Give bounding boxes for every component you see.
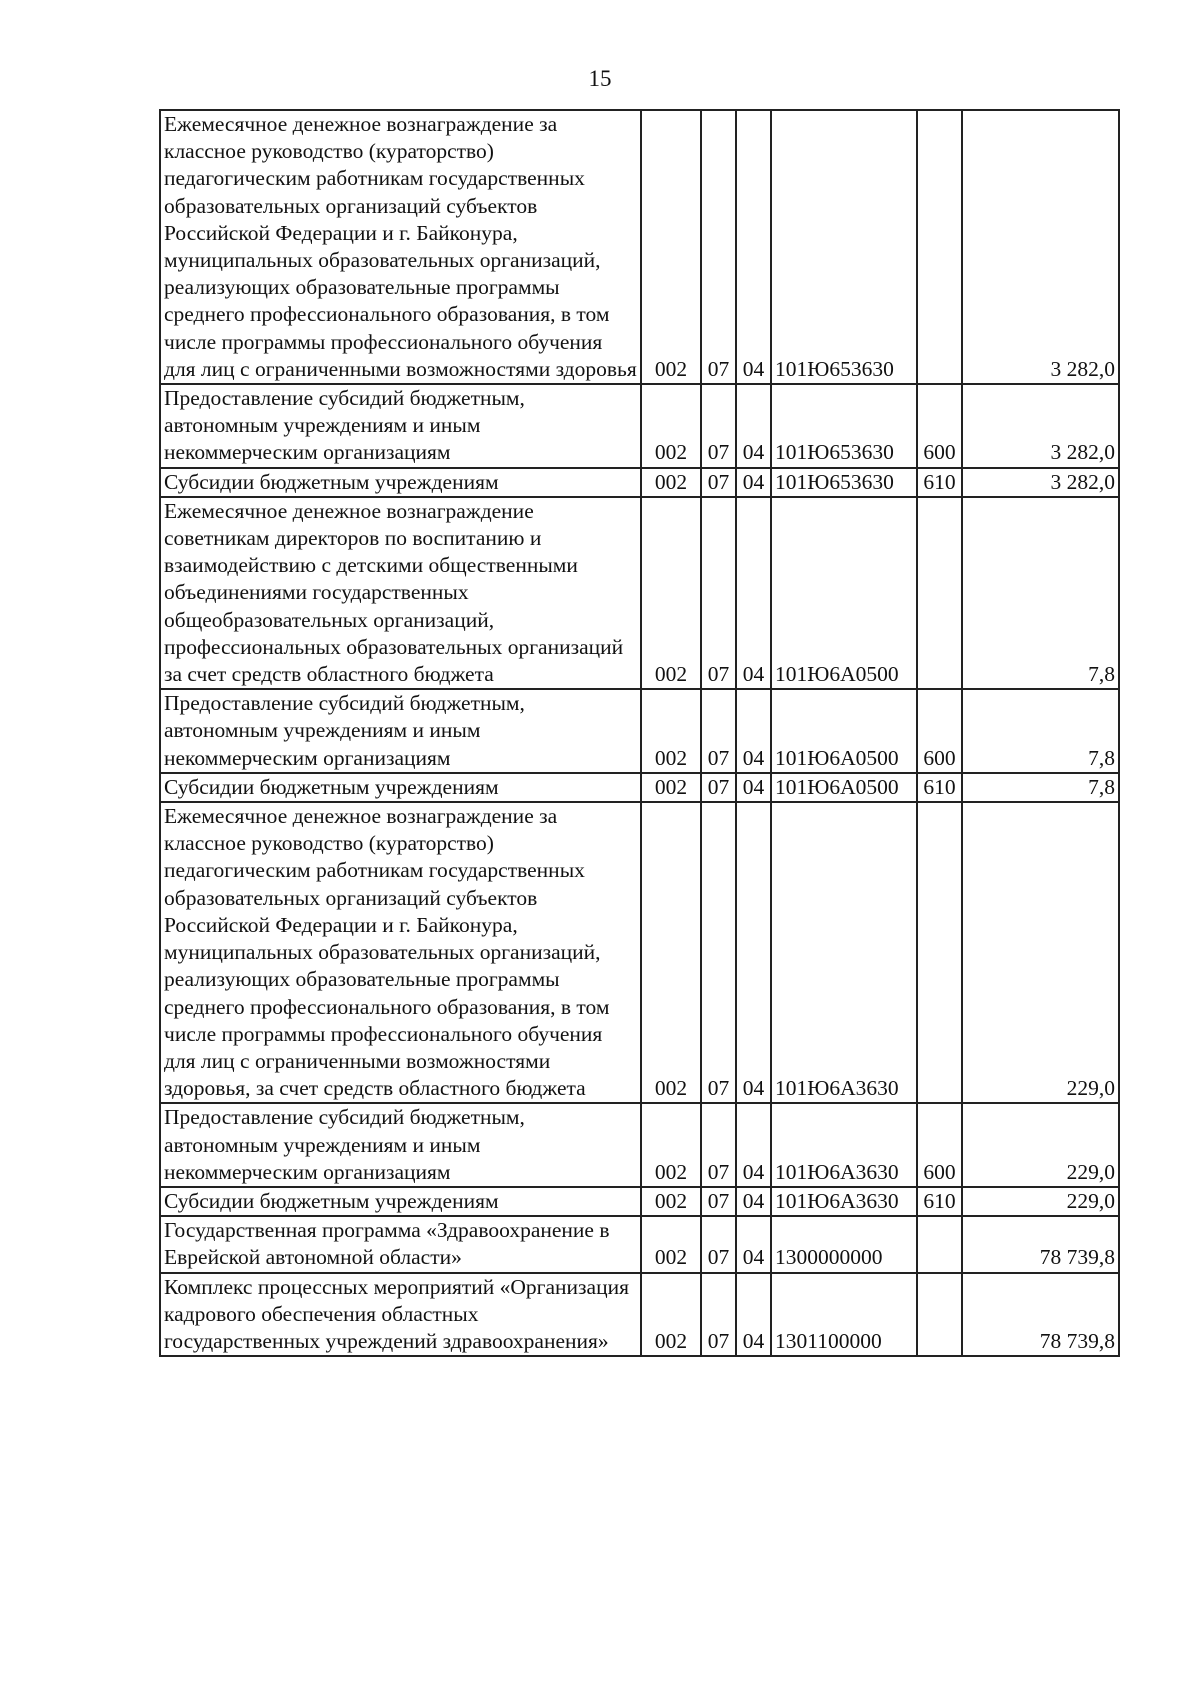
section-code: 07 [701,689,736,773]
target-article-code: 101Ю6А3630 [771,1187,917,1216]
subsection-code: 04 [736,1187,771,1216]
target-article-code: 101Ю6А0500 [771,497,917,689]
section-code: 07 [701,110,736,384]
section-code: 07 [701,1103,736,1187]
grbs-code: 002 [641,110,701,384]
amount: 3 282,0 [962,384,1119,468]
subsection-code: 04 [736,1103,771,1187]
expense-type-code [917,1273,962,1357]
table-row [160,110,1119,384]
table-row [160,384,1119,468]
grbs-code: 002 [641,689,701,773]
grbs-code: 002 [641,497,701,689]
table-row [160,1273,1119,1357]
amount: 78 739,8 [962,1273,1119,1357]
target-article-code: 101Ю6А3630 [771,802,917,1103]
expense-type-code [917,1216,962,1272]
table-row [160,1187,1119,1216]
amount: 7,8 [962,773,1119,802]
table-row [160,773,1119,802]
subsection-code: 04 [736,110,771,384]
expense-type-code: 610 [917,1187,962,1216]
section-code: 07 [701,497,736,689]
target-article-code: 101Ю653630 [771,468,917,497]
subsection-code: 04 [736,802,771,1103]
row-name: Ежемесячное денежное вознаграждение за классное руководство (кураторство) педагогическим работникам государственных образовательных организаций субъектов Российской Федерации и г. Байконура, муниципальных образовательных организаций, реализующих образовательные программы среднего профессионального образования, в том числе программы профессионального обучения для лиц с ограниченными возможностями здоровья, за счет средств областного бюджета [160,802,641,1103]
section-code: 07 [701,1273,736,1357]
table-row [160,497,1119,689]
subsection-code: 04 [736,1273,771,1357]
amount: 78 739,8 [962,1216,1119,1272]
row-name: Предоставление субсидий бюджетным, автономным учреждениям и иным некоммерческим организациям [160,1103,641,1187]
expense-type-code [917,802,962,1103]
expense-type-code: 600 [917,384,962,468]
row-name: Субсидии бюджетным учреждениям [160,773,641,802]
subsection-code: 04 [736,384,771,468]
section-code: 07 [701,1216,736,1272]
expense-type-code: 600 [917,689,962,773]
subsection-code: 04 [736,497,771,689]
target-article-code: 101Ю6А0500 [771,689,917,773]
grbs-code: 002 [641,773,701,802]
section-code: 07 [701,384,736,468]
grbs-code: 002 [641,468,701,497]
grbs-code: 002 [641,1103,701,1187]
row-name: Ежемесячное денежное вознаграждение за классное руководство (кураторство) педагогическим работникам государственных образовательных организаций субъектов Российской Федерации и г. Байконура, муниципальных образовательных организаций, реализующих образовательные программы среднего профессионального образования, в том числе программы профессионального обучения для лиц с ограниченными возможностями здоровья [160,110,641,384]
table-row [160,1103,1119,1187]
grbs-code: 002 [641,802,701,1103]
table-row [160,689,1119,773]
row-name: Предоставление субсидий бюджетным, автономным учреждениям и иным некоммерческим организациям [160,384,641,468]
table-row [160,802,1119,1103]
grbs-code: 002 [641,1187,701,1216]
expense-type-code [917,110,962,384]
target-article-code: 101Ю6А0500 [771,773,917,802]
amount: 3 282,0 [962,110,1119,384]
section-code: 07 [701,773,736,802]
subsection-code: 04 [736,689,771,773]
amount: 229,0 [962,802,1119,1103]
section-code: 07 [701,468,736,497]
target-article-code: 101Ю653630 [771,110,917,384]
table-row [160,468,1119,497]
row-name: Субсидии бюджетным учреждениям [160,468,641,497]
amount: 7,8 [962,497,1119,689]
amount: 3 282,0 [962,468,1119,497]
amount: 229,0 [962,1187,1119,1216]
grbs-code: 002 [641,1216,701,1272]
expense-type-code: 600 [917,1103,962,1187]
target-article-code: 1300000000 [771,1216,917,1272]
page-number: 15 [588,66,612,91]
subsection-code: 04 [736,773,771,802]
table-row [160,1216,1119,1272]
row-name: Государственная программа «Здравоохранение в Еврейской автономной области» [160,1216,641,1272]
target-article-code: 101Ю6А3630 [771,1103,917,1187]
expense-type-code: 610 [917,773,962,802]
amount: 7,8 [962,689,1119,773]
target-article-code: 101Ю653630 [771,384,917,468]
grbs-code: 002 [641,1273,701,1357]
budget-table [159,109,1120,1357]
expense-type-code: 610 [917,468,962,497]
section-code: 07 [701,1187,736,1216]
section-code: 07 [701,802,736,1103]
row-name: Комплекс процессных мероприятий «Организация кадрового обеспечения областных государственных учреждений здравоохранения» [160,1273,641,1357]
row-name: Предоставление субсидий бюджетным, автономным учреждениям и иным некоммерческим организациям [160,689,641,773]
row-name: Ежемесячное денежное вознаграждение советникам директоров по воспитанию и взаимодействию с детскими общественными объединениями государственных общеобразовательных организаций, профессиональных образовательных организаций за счет средств областного бюджета [160,497,641,689]
subsection-code: 04 [736,468,771,497]
expense-type-code [917,497,962,689]
amount: 229,0 [962,1103,1119,1187]
subsection-code: 04 [736,1216,771,1272]
row-name: Субсидии бюджетным учреждениям [160,1187,641,1216]
grbs-code: 002 [641,384,701,468]
target-article-code: 1301100000 [771,1273,917,1357]
